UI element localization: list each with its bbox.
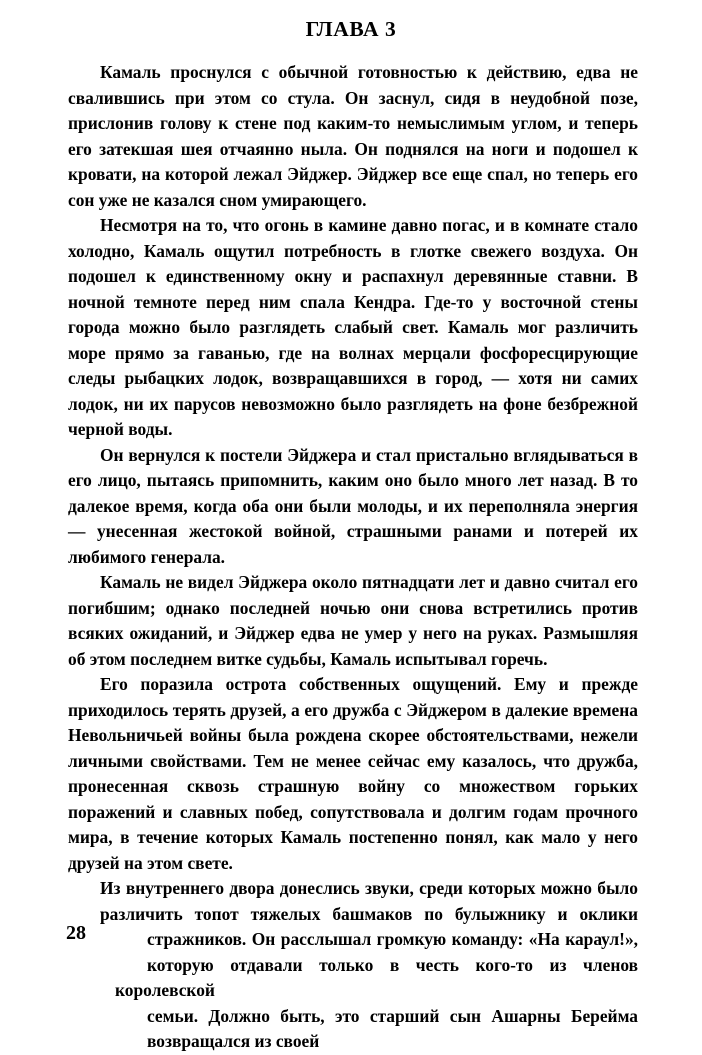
paragraph: Камаль не видел Эйджера около пятнадцати лет и давно считал его погибшим; однако последней ночью они снова встретились против всяких ожиданий, и Эйджер едва не умер у него на руках. Размышляя об этом последнем витке судьбы, Камаль испытывал горечь.: [68, 572, 638, 669]
paragraph-line: семьи. Должно быть, это старший сын Ашарны Берейма: [147, 1005, 638, 1026]
paragraph: Камаль проснулся с обычной готовностью к действию, едва не свалившись при этом со стула. Он заснул, сидя в неудобной позе, прислонив голову к стене под каким-то немыслимым углом, и теперь его затекшая шея отчаянно ныла. Он поднялся на ноги и подошел к кровати, на которой лежал Эйджер. Эйджер все еще спал, но теперь его сон уже не казался сном умирающего.: [68, 62, 638, 210]
page-number: 28: [66, 922, 86, 944]
paragraph-line: различить топот тяжелых башмаков по булыжнику и оклики: [100, 903, 638, 924]
paragraph: Он вернулся к постели Эйджера и стал пристально вглядываться в его лицо, пытаясь припомнить, каким оно было много лет назад. В то далекое время, когда оба они были молоды, и их переполняла энергия — унесенная жестокой войной, страшными ранами и потерей их любимого генерала.: [68, 444, 638, 567]
paragraph: Несмотря на то, что огонь в камине давно погас, и в комнате стало холодно, Камаль ощутил потребность в глотке свежего воздуха. Он подошел к единственному окну и распахнул деревянные ставни. В ночной темноте перед ним спала Кендра. Где-то у восточной стены города можно было разглядеть слабый свет. Камаль мог различить море прямо за гаванью, где на волнах мерцали фосфоресцирующие следы рыбацких лодок, возвращавшихся в город, — хотя ни самих лодок, ни их парусов невозможно было разглядеть на фоне безбрежной черной воды.: [68, 215, 638, 439]
paragraph-last: [68, 876, 638, 1055]
paragraph-line: стражников. Он расслышал громкую команду: «На караул!»,: [147, 929, 638, 949]
paragraph-line: возвращался из своей: [147, 1031, 320, 1051]
body-text-block: [68, 60, 638, 1055]
chapter-title: ГЛАВА 3: [305, 17, 397, 41]
paragraph-line: которую отдавали только в честь кого-то из членов королевской: [115, 954, 638, 1000]
paragraph-line: Из внутреннего двора донеслись звуки, среди которых можно было: [100, 878, 638, 898]
paragraph: Его поразила острота собственных ощущений. Ему и прежде приходилось терять друзей, а его дружба с Эйджером в далекие времена Невольничьей войны была рождена скорее обстоятельствами, нежели личными свойствами. Тем не менее сейчас ему казалось, что дружба, пронесенная сквозь страшную войну со множеством горьких поражений и славных побед, сопутствовала и долгим годам прочного мира, в течение которых Камаль постепенно понял, как мало у него друзей на этом свете.: [68, 674, 638, 873]
